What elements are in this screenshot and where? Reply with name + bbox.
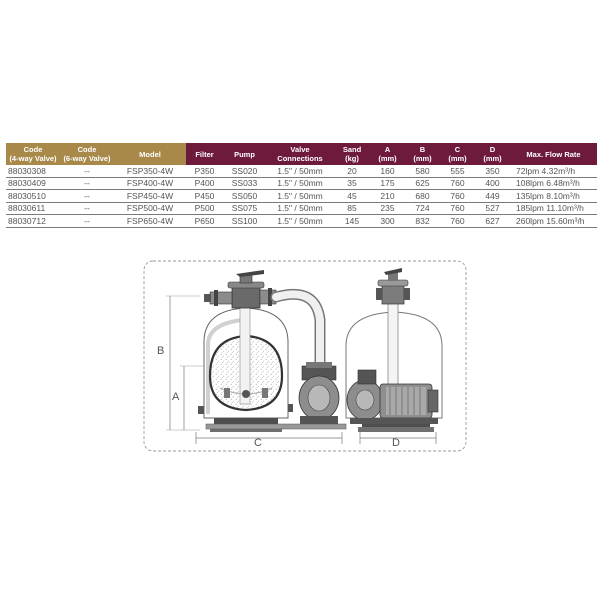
cell-a: 300 <box>370 215 405 228</box>
cell-flow <box>510 215 597 228</box>
cell-a: 235 <box>370 202 405 215</box>
spec-table <box>6 143 597 228</box>
cell-filter: P500 <box>186 202 223 215</box>
pump-front <box>299 362 339 424</box>
spec-table-header <box>6 143 597 165</box>
cell-pump: SS075 <box>223 202 266 215</box>
flow-m3h: 11.10m³/h <box>546 203 584 214</box>
header-code-4way: Code (4-way Valve) <box>6 143 60 165</box>
table-row <box>6 190 597 203</box>
cell-code4: 88030409 <box>6 177 60 190</box>
cell-b: 625 <box>405 177 440 190</box>
cell-d: 627 <box>475 215 510 228</box>
cell-model: FSP350-4W <box>114 165 186 177</box>
dimension-d <box>360 432 436 449</box>
cell-code6: -- <box>60 177 114 190</box>
cell-code4: 88030712 <box>6 215 60 228</box>
cell-pump: SS033 <box>223 177 266 190</box>
cell-flow <box>510 165 597 177</box>
cell-pump: SS020 <box>223 165 266 177</box>
cell-filter: P650 <box>186 215 223 228</box>
header-sand: Sand (kg) <box>334 143 370 165</box>
header-dim-c: C (mm) <box>440 143 475 165</box>
header-filter: Filter <box>186 143 223 165</box>
dimension-b <box>157 296 200 430</box>
header-dim-d: D (mm) <box>475 143 510 165</box>
cell-c: 760 <box>440 177 475 190</box>
table-row <box>6 202 597 215</box>
table-row <box>6 215 597 228</box>
label-d: D <box>392 437 400 449</box>
filter-tank <box>198 304 293 432</box>
label-a: A <box>172 391 180 403</box>
cell-model: FSP400-4W <box>114 177 186 190</box>
cell-c: 555 <box>440 165 475 177</box>
cell-d: 350 <box>475 165 510 177</box>
dimension-c <box>196 432 342 449</box>
cell-d: 449 <box>475 190 510 203</box>
cell-d: 400 <box>475 177 510 190</box>
flow-lpm: 260lpm <box>516 215 544 226</box>
dimension-a <box>172 366 204 430</box>
flow-lpm: 185lpm <box>516 203 544 214</box>
cell-b: 724 <box>405 202 440 215</box>
table-row <box>6 165 597 177</box>
cell-d: 527 <box>475 202 510 215</box>
base-board <box>206 424 346 429</box>
cell-pump: SS050 <box>223 190 266 203</box>
cell-model: FSP650-4W <box>114 215 186 228</box>
label-b: B <box>157 345 165 357</box>
cell-c: 760 <box>440 202 475 215</box>
flow-lpm: 135lpm <box>516 190 544 201</box>
header-pump: Pump <box>223 143 266 165</box>
cell-flow <box>510 202 597 215</box>
cell-sand: 35 <box>334 177 370 190</box>
cell-sand: 145 <box>334 215 370 228</box>
flow-lpm: 72lpm <box>516 165 540 176</box>
cell-sand: 45 <box>334 190 370 203</box>
multiport-valve <box>204 270 276 308</box>
cell-valve: 1.5" / 50mm <box>266 165 334 177</box>
header-dim-b: B (mm) <box>405 143 440 165</box>
cell-b: 580 <box>405 165 440 177</box>
header-code-6way: Code (6-way Valve) <box>60 143 114 165</box>
table-row <box>6 177 597 190</box>
cell-code6: -- <box>60 215 114 228</box>
cell-valve: 1.5" / 50mm <box>266 177 334 190</box>
cell-filter: P350 <box>186 165 223 177</box>
header-model: Model <box>114 143 186 165</box>
cell-code4: 88030510 <box>6 190 60 203</box>
cell-c: 760 <box>440 190 475 203</box>
filter-pump-diagram <box>140 258 470 458</box>
cell-filter: P450 <box>186 190 223 203</box>
cell-flow <box>510 177 597 190</box>
cell-b: 832 <box>405 215 440 228</box>
cell-filter: P400 <box>186 177 223 190</box>
cell-a: 210 <box>370 190 405 203</box>
cell-c: 760 <box>440 215 475 228</box>
cell-code6: -- <box>60 165 114 177</box>
cell-b: 680 <box>405 190 440 203</box>
cell-model: FSP500-4W <box>114 202 186 215</box>
cell-valve: 1.5" / 50mm <box>266 215 334 228</box>
label-c: C <box>254 437 262 449</box>
header-valve-connections: Valve Connections <box>266 143 334 165</box>
flow-lpm: 108lpm <box>516 178 544 189</box>
flow-m3h: 6.48m³/h <box>546 178 580 189</box>
header-dim-a: A (mm) <box>370 143 405 165</box>
cell-valve: 1.5" / 50mm <box>266 202 334 215</box>
cell-a: 160 <box>370 165 405 177</box>
cell-sand: 20 <box>334 165 370 177</box>
cell-pump: SS100 <box>223 215 266 228</box>
cell-a: 175 <box>370 177 405 190</box>
cell-flow <box>510 190 597 203</box>
cell-sand: 85 <box>334 202 370 215</box>
cell-model: FSP450-4W <box>114 190 186 203</box>
cell-code4: 88030611 <box>6 202 60 215</box>
flow-m3h: 8.10m³/h <box>546 190 580 201</box>
cell-valve: 1.5" / 50mm <box>266 190 334 203</box>
header-max-flow-rate: Max. Flow Rate <box>510 143 597 165</box>
flow-m3h: 15.60m³/h <box>546 215 585 226</box>
flow-m3h: 4.32m³/h <box>541 165 576 176</box>
cell-code6: -- <box>60 202 114 215</box>
cell-code6: -- <box>60 190 114 203</box>
cell-code4: 88030308 <box>6 165 60 177</box>
